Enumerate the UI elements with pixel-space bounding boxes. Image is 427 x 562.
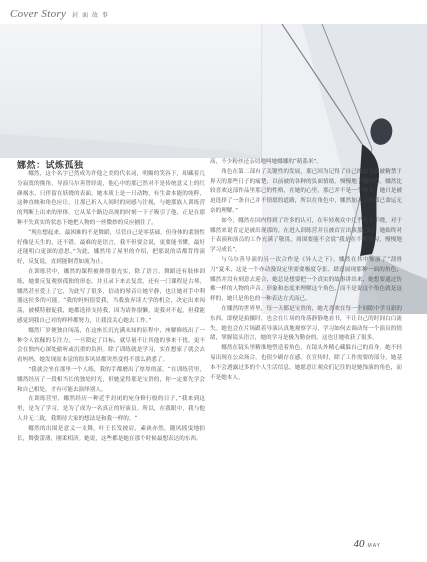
header-english: Cover Story xyxy=(10,8,67,20)
page-footer xyxy=(354,538,381,550)
paragraph: 在娜然的世界里，每一天都是宝贵的，她尤喜欢在每一个间隙中学习新的东西。即便是拍摄时，也会在片场的角落静静地看书，不让自己的时间白白流失。她也会在片场跟着导演认真地观察学习，学习如何去调动每一个演员的情绪，掌握镜头语言，她的学习是极为勤奋的，这也让她收获了很多。 xyxy=(210,305,402,342)
page-header xyxy=(10,8,109,22)
issue-month: MAY xyxy=(367,543,381,549)
paragraph: 娜然的出围是意义一支舞，叶王长发披肩，素袂亦然，随风摇曳地拍长，舞姿蕾薄，刚柔相济。她说，这些都是她在那个时候最想表达的东西。 xyxy=(17,425,205,442)
article-column-right xyxy=(210,158,402,383)
paragraph: 娜然，这个名字已然成为许他之美的代名词，明媚的笑容下，却藏着几分寂寞的挽角。导演乌尔善曾经说，他心中的那已然对不是传统意义上的红颜祸水，只伴留在妖娆的表面。她本质上是一只动物，有生命本能的纯粹，这种直映和角色应让，让那已折入人间时的同感与注视，与她那族人训练营的判断上出来的形体。它从某个路边出现的时刻一下子吸引了他，正是在那种不失真实的状态下她把人物的一丝微妙的反应捕住了。 xyxy=(17,171,205,226)
paragraph: ”我就会坐在那里一个人练，我的手都磨出了厚厚的茧。“在训练营里，娜然经历了一段相当长的独处时光，但她觉得那是宝贵的，你一定要先学会和自己相处，才有可能去演绎别人。 xyxy=(17,366,205,393)
paragraph: 在训练营中，娜然的课程被排得很充实，除了语言，舞蹈还有肢体训练，她要反复观察孤独的形态，并且录下来去复盘，还有一门课程是古琴，娜然甚至爱上了它，为此写了很多，信动的琴音让她平静，也让她对手中利器这拉多的可能。“我的妈妈很爱我，当我放弃读大学的机会，决定出来闯荡，被模特催促我，她都选择支持我，因为请你很懒，说我对不起，但我能感觉到我自己对的样样都努力，让我没关心她去工作。” xyxy=(17,268,205,324)
paragraph: 角色在第二部有了关键性的发展，那已因为记得了自己的法力而被精禁于界天的那些日子的痛楚，以前被的各种的负面情绪，慢慢地了她的心。娜然比较喜欢这部作品里那已的性格，在她的心里，那已并不是一个坏人，她只是被迫选择了一条自己并不情愿的道路，所以在角色中，娜然加入了对那已命运无奈的理解。” xyxy=(210,168,402,214)
page-number: 40 xyxy=(353,538,365,550)
paragraph: 在训练营里，娜然经历一种近乎封闭的宛身修行般的日子，”我来到这里，是为了学习，是为了成为一名真正的好演员。所以，在我眼中，我与他人并无二致，我期待大家的想法是和我一样的。“ xyxy=(17,396,205,422)
section-title: 娜然：试炼孤独 xyxy=(17,161,84,171)
header-chinese: 封 面 故 事 xyxy=(72,12,109,19)
paragraph: “现在想起来，最困难的不是舞蹈，尽管自己是零基础，但身体的柔韧性好像是天生的，还不错，最难的是语言，我不但要会说，更要能书懂，最好还能明白更深的意思。”为此，娜然用了屋里的介绍，把那说的话都背得滚好，反复说，直到能倒背如流为止。 xyxy=(17,229,205,266)
paragraph: 娜然厂岁便独自闯荡，在这座长沉充满未知的征程中，座解修练出了一种令人钦佩的专注力，一旦锁定了目标，就尽量不让其他的事来干扰，更不会在独内心深处偷听或沉重的负担。除了训练就是学习，实在想家了就会去看妈妈，她发现原本觉的很多风景都突然变得不那么熟悉了。 xyxy=(17,327,205,364)
paragraph: 高，不少粉丝还亲切地叫她娜娜的“萌系米”。 xyxy=(210,159,323,165)
paragraph: 娜然在镜头里精准地塑造着角色，在镜头外精心藏躲自己的真身。她不轻易出现在公众场合，也很少刷存在感。在宣传时，除了工作需要的部分，她基本不会透露过多的个人生活信息，她愿意让观众们记住的是她饰演的角色，而不是她本人。 xyxy=(210,345,402,381)
article-column-left xyxy=(17,170,205,444)
paragraph: 与乌尔善导演的另一次合作是《异人之下》。娜然在其中饰演了“刮骨刀”夏禾，这是一个亦动漫设定里需要极度夺张、肆意展现那种一面的角色，娜然并没有刻意去迎合，她总是想要把一个真实的故事讲出来，她想要通过仿佛一样的人物的声音、形象和态度来理解这个角色，而不是说这个角色就是这样的，她只是角色的一种表达方式而已。 xyxy=(210,256,402,303)
paragraph: 如今，娜然在国内得到了许多的认可，在年轻观众中几乎无人不晓，对于娜然来说肯定是被出现那的。在进入训练营并且被首宣出演那已时，她始终对于表演和演员的工作充满了敬畏，周围要能不会说“我是在不断学习，慢慢地学习成长”。 xyxy=(210,217,402,254)
